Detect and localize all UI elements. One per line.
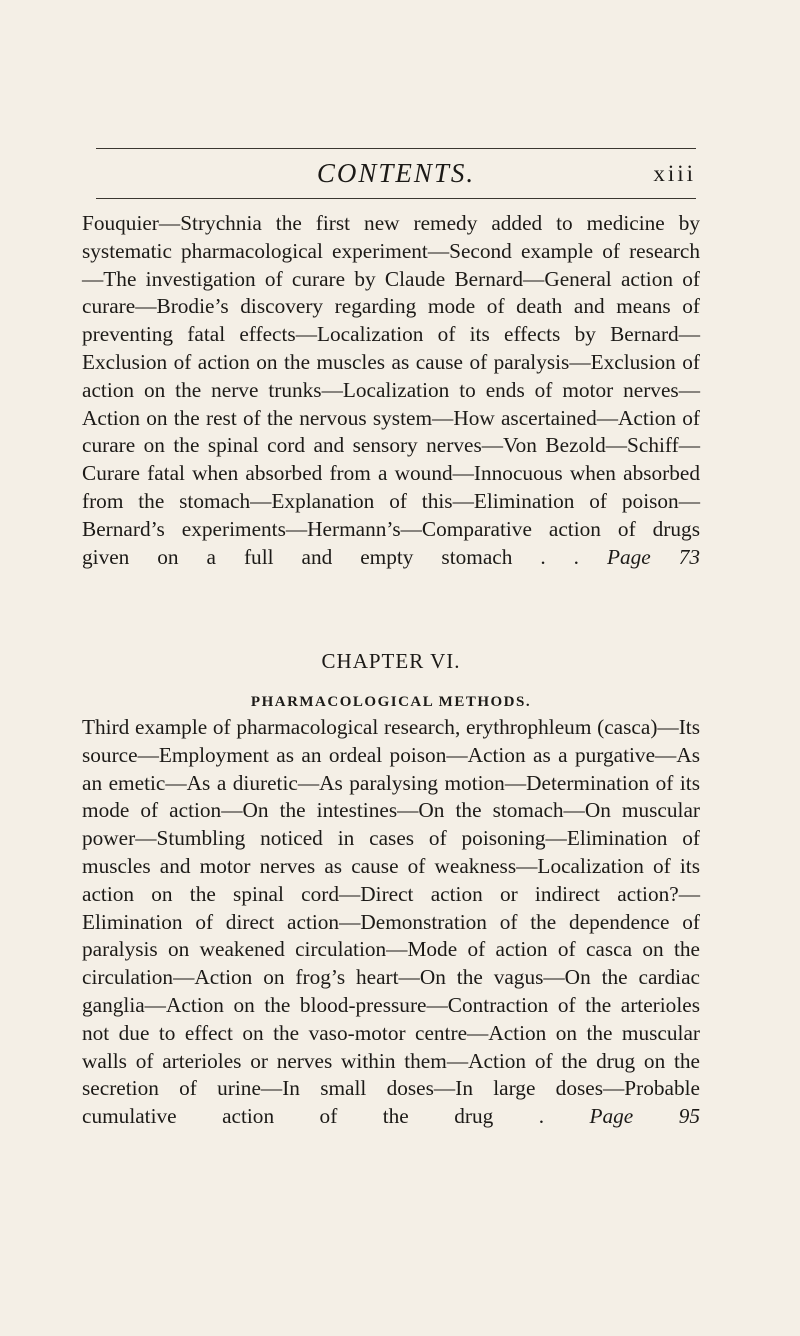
running-title: CONTENTS.	[316, 158, 476, 188]
page-number: xiii	[653, 161, 696, 186]
leader-dots: .	[493, 1104, 590, 1129]
chapter-summary	[82, 714, 700, 1131]
page-reference	[607, 545, 700, 569]
chapter-title: CHAPTER VI.	[321, 649, 461, 673]
chapter-subtitle: PHARMACOLOGICAL METHODS.	[250, 694, 532, 710]
running-head	[96, 156, 696, 192]
page-label: Page	[606, 544, 651, 569]
leader-dots: . .	[512, 544, 607, 569]
summary-text: Fouquier—Strychnia the first new remedy added to medicine by systematic pharmacological experiment—Second example of research—The investigation of curare by Claude Bernard—General action of curare—Brodie’s discovery regarding mode of death and means of preventing fatal effects—Localization of its effects by Bernard—Exclusion of action on the muscles as cause of paralysis—Exclusion of action on the nerve trunks—Localization to ends of motor nerves—Action on the rest of the nervous system—How ascertained—Action of curare on the spinal cord and sensory nerves—Von Bezold—Schiff—Curare fatal when absorbed from a wound—Innocuous when absorbed from the stomach—Explanation of this—Elimination of poison—Bernard’s experiments—Hermann’s—Comparative action of drugs given on a full and empty stomach	[82, 211, 700, 569]
previous-chapter-summary	[82, 210, 700, 571]
page-reference	[589, 1104, 700, 1128]
summary-text: Third example of pharmacological research, erythrophleum (casca)—Its source—Employment as an ordeal poison—Action as a purgative—As an emetic—As a diuretic—As paralysing motion—Determination of its mode of action—On the intestines—On the stomach—On muscular power—Stumbling noticed in cases of poisoning—Elimination of muscles and motor nerves as cause of weakness—Localization of its action on the spinal cord—Direct action or indirect action?—Elimination of direct action—Demonstration of the dependence of paralysis on weakened circulation—Mode of action of casca on the circulation—Action on frog’s heart—On the vagus—On the cardiac ganglia—Action on the blood-pressure—Contraction of the arterioles not due to effect on the vaso-motor centre—Action on the muscular walls of arterioles or nerves within them—Action of the drug on the secretion of urine—In small doses—In large doses—Probable cumulative action of the drug	[82, 715, 700, 1129]
header-rule-top	[96, 148, 696, 149]
page-label: Page	[589, 1104, 634, 1129]
header-rule-bottom	[96, 198, 696, 199]
page-reference-number: 95	[678, 1104, 700, 1129]
page-reference-number: 73	[678, 544, 700, 569]
